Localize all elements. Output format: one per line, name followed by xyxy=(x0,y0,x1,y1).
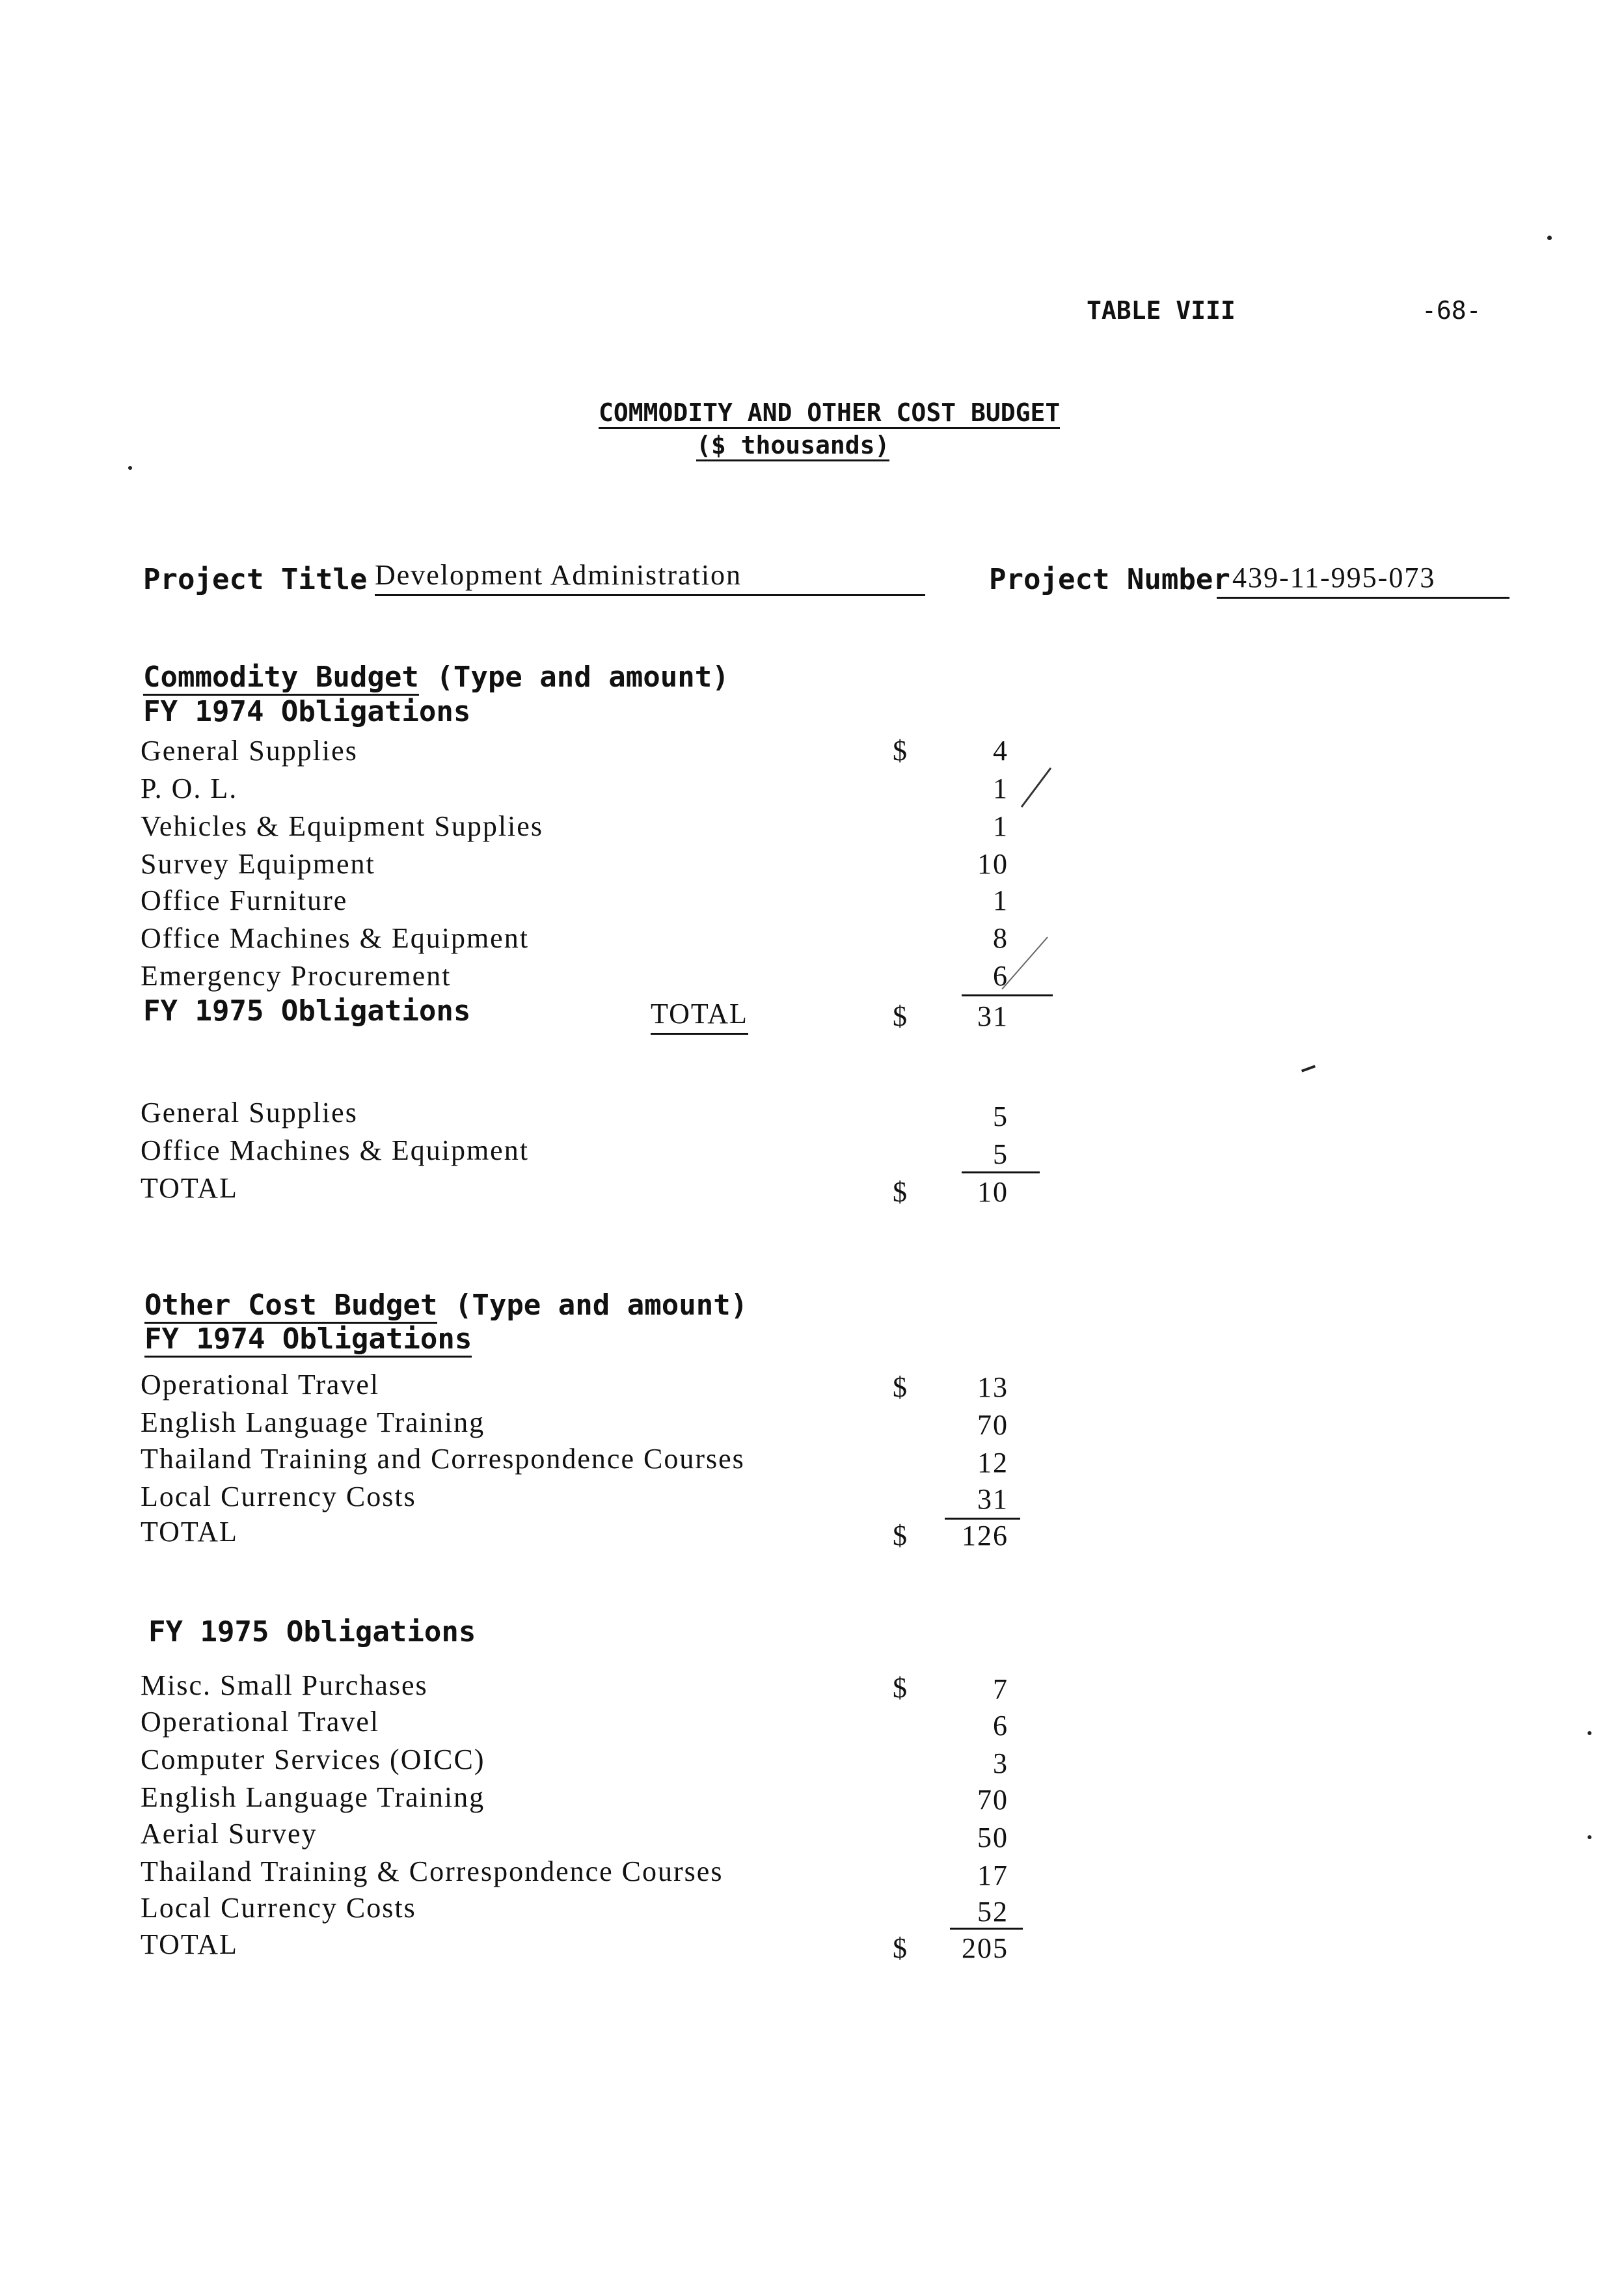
total-label: TOTAL xyxy=(651,997,748,1035)
list-item: Computer Services (OICC) xyxy=(141,1743,485,1775)
amount: 10 xyxy=(977,848,1008,880)
list-item: Thailand Training & Correspondence Courses xyxy=(141,1855,724,1887)
commodity-fy1975-label: FY 1975 Obligations xyxy=(143,994,471,1028)
scan-speck xyxy=(128,466,132,470)
list-item: General Supplies xyxy=(141,1097,358,1128)
sum-rule xyxy=(950,1928,1023,1930)
amount: 7 xyxy=(993,1673,1008,1705)
amount: 70 xyxy=(977,1409,1008,1441)
amount: 52 xyxy=(977,1896,1008,1928)
list-item: Thailand Training and Correspondence Courses xyxy=(141,1443,745,1475)
total-label: TOTAL xyxy=(141,1172,238,1204)
commodity-heading xyxy=(143,661,729,694)
amount: 31 xyxy=(977,1483,1008,1515)
table-label: TABLE VIII xyxy=(1087,296,1236,325)
list-item: Vehicles & Equipment Supplies xyxy=(141,810,543,842)
amount: 5 xyxy=(993,1138,1008,1170)
scan-speck xyxy=(1547,236,1552,240)
dollar-sign: $ xyxy=(893,1000,908,1032)
scan-speck xyxy=(1588,1835,1591,1839)
dollar-sign: $ xyxy=(893,735,908,767)
list-item: Emergency Procurement xyxy=(141,960,452,992)
amount: 70 xyxy=(977,1784,1008,1816)
list-item: Survey Equipment xyxy=(141,848,375,880)
page-number: -68- xyxy=(1422,296,1482,325)
dollar-sign: $ xyxy=(893,1932,908,1964)
list-item: Local Currency Costs xyxy=(141,1481,416,1512)
amount: 6 xyxy=(993,960,1008,992)
commodity-heading-suffix: (Type and amount) xyxy=(436,661,729,694)
amount: 4 xyxy=(993,735,1008,767)
other-cost-heading-text: Other Cost Budget xyxy=(144,1289,437,1324)
total-amount: 126 xyxy=(962,1520,1008,1552)
list-item: Operational Travel xyxy=(141,1369,380,1401)
amount: 13 xyxy=(977,1371,1008,1403)
total-amount: 31 xyxy=(977,1000,1008,1032)
amount: 1 xyxy=(993,810,1008,842)
total-label: TOTAL xyxy=(141,1928,238,1960)
other-cost-heading xyxy=(144,1289,748,1322)
total-amount: 10 xyxy=(977,1176,1008,1208)
document-subtitle xyxy=(696,431,889,459)
check-mark-icon xyxy=(989,931,1054,996)
amount: 1 xyxy=(993,884,1008,916)
amount: 5 xyxy=(993,1100,1008,1132)
other-fy1974-label-text: FY 1974 Obligations xyxy=(144,1322,472,1358)
check-mark-icon xyxy=(1015,761,1061,813)
amount: 50 xyxy=(977,1822,1008,1853)
commodity-fy1974-label: FY 1974 Obligations xyxy=(143,695,471,728)
list-item: Local Currency Costs xyxy=(141,1892,416,1924)
list-item: Office Furniture xyxy=(141,884,348,916)
total-amount: 205 xyxy=(962,1932,1008,1964)
title-line-2: ($ thousands) xyxy=(696,431,889,461)
list-item: General Supplies xyxy=(141,735,358,767)
amount: 12 xyxy=(977,1447,1008,1479)
dollar-sign: $ xyxy=(893,1672,908,1704)
project-number-label: Project Number xyxy=(989,563,1230,596)
project-title-label: Project Title xyxy=(143,563,368,596)
amount: 3 xyxy=(993,1747,1008,1779)
scan-speck xyxy=(1301,1065,1316,1072)
list-item: P. O. L. xyxy=(141,772,238,804)
list-item: Aerial Survey xyxy=(141,1818,318,1850)
amount: 1 xyxy=(993,772,1008,804)
commodity-heading-text: Commodity Budget xyxy=(143,661,419,696)
list-item: Operational Travel xyxy=(141,1706,380,1738)
total-label: TOTAL xyxy=(141,1516,238,1548)
list-item: Office Machines & Equipment xyxy=(141,1134,529,1166)
title-line-1: COMMODITY AND OTHER COST BUDGET xyxy=(599,398,1060,429)
dollar-sign: $ xyxy=(893,1371,908,1403)
document-title xyxy=(599,398,1060,427)
list-item: English Language Training xyxy=(141,1406,485,1438)
dollar-sign: $ xyxy=(893,1176,908,1208)
sum-rule xyxy=(962,1171,1040,1173)
list-item: Misc. Small Purchases xyxy=(141,1669,428,1701)
project-number-value: 439-11-995-073 xyxy=(1217,561,1509,599)
list-item: English Language Training xyxy=(141,1781,485,1813)
amount: 17 xyxy=(977,1859,1008,1891)
dollar-sign: $ xyxy=(893,1520,908,1552)
amount: 6 xyxy=(993,1710,1008,1742)
project-title-value: Development Administration xyxy=(375,558,925,596)
other-fy1974-label xyxy=(144,1322,472,1356)
other-cost-heading-suffix: (Type and amount) xyxy=(454,1289,748,1322)
amount: 8 xyxy=(993,922,1008,954)
list-item: Office Machines & Equipment xyxy=(141,922,529,954)
other-fy1975-label: FY 1975 Obligations xyxy=(148,1615,476,1648)
scan-speck xyxy=(1588,1731,1591,1735)
